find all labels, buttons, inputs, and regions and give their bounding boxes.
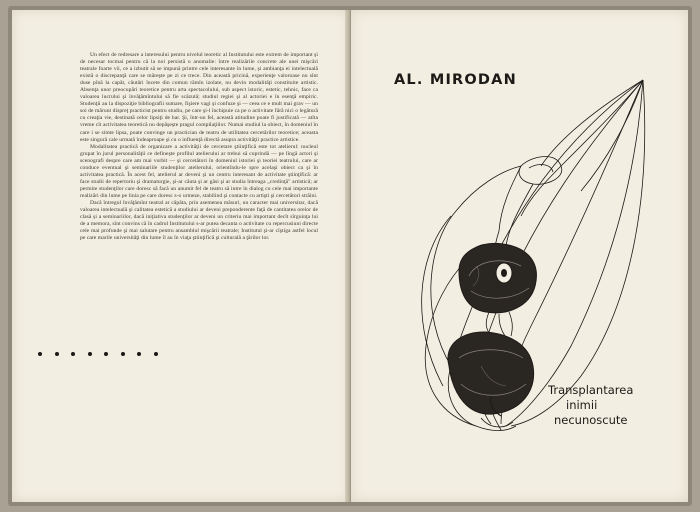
section-divider-dots xyxy=(38,352,158,356)
right-page xyxy=(351,10,688,502)
divider-dot xyxy=(121,352,125,356)
author-name: AL. MIRODAN xyxy=(394,72,517,88)
paragraph: Un efect de redresare a interesului pentru nivelul teoretic al Institutului este extrem de important şi de necesar tocmai pentru că la noi persistă o anomalie: între realizările concrete ale unei mişcări teatrale foarte vii, ce a izbutit să se impună printre cele interesante în lume, şi ambianţa ei intelectuală există o discrepanţă care se măreşte pe zi ce trece. Din această pricină, experienţe valoroase nu sînt duse pînă la capăt, căutări încete din comun rămîn izolate, nu devin modalităţi constituite artistic. Absenţa unor preocupări teoretice pentru arta spectacolului, sub aspect istoric, estetic, tehnic, face ca valoarea lucrului şi învăţămîntului să fie scăzută; studiul regiei şi al actoriei e în esenţă empiric. Studenţii au la dispoziţie bibliografii sumare, fişiere vagi şi confuze şi — ceea ce e mult mai grav — un soi de mărunt dispreţ practicist pentru studiu, pe care şi-l închipuie ca pe o activitate fără nici o legătură cu creaţia vie, destinată celor lipsiţi de har. Şi, într-un fel, această atitudine poate fi justificată — atîta vreme cît activitatea teoretică nu depăşeşte pragul compilaţiilor. Numai studiul la obiect, în domeniul în care i se simte lipsa, poate convinge un practician de teatru de utilitatea cercetărilor teoretice; aceasta este singură cale urmată îndeaproape şi cu o influenţă directă asupra activităţii practice artistice. xyxy=(80,52,318,143)
divider-dot xyxy=(137,352,141,356)
divider-dot xyxy=(55,352,59,356)
article-body xyxy=(80,52,318,242)
divider-dot xyxy=(71,352,75,356)
divider-dot xyxy=(38,352,42,356)
upper-heart-mass xyxy=(459,243,536,312)
title-line: Transplantarea xyxy=(548,383,634,397)
book-spread xyxy=(8,6,692,506)
divider-dot xyxy=(154,352,158,356)
title-line: necunoscute xyxy=(554,413,628,427)
title-line: inimii xyxy=(566,398,598,412)
story-title xyxy=(548,383,633,428)
left-page xyxy=(12,10,349,502)
paragraph: Modalitatea practică de organizare a activităţii de cercetare ştiinţifică este tot atelierul: nucleul grupat în jurul personalităţii ce defineşte profilul atelierului ar trebui să cuprindă — pe lîngă actori şi scenografi despre care am mai vorbit — şi cercetători în domeniul istoriei şi teoriei teatrului, care ar conduce eventual şi seminariile studenţilor atelierului, orientîndu-le spre acelaşi obiect ca şi în activitatea practică. În acest fel, atelierul ar deveni şi un centru interesant de activitate ştiinţifică: ar face studii de repertoriu şi dramaturgie, şi-ar căuta şi ar găsi şi ar studia întreaga „credinţă" artistică; ar permite studenţilor care doresc să facă un anumit fel de teatru să intre în dialog cu cele mai importante realizări din lume pe linia pe care doresc s-o urmeze, stabilind şi contacte cu artişti şi cercetători străini. xyxy=(80,143,318,199)
divider-dot xyxy=(104,352,108,356)
paragraph: Dacă întregul învăţămînt teatral ar căpăta, prin asemenea măsuri, un caracter mai universitar, dacă valoarea intelectuală şi calitatea estetică a studiului ar deveni preponderente faţă de cantitatea orelor de clasă şi a seminariilor, dacă iniţiativa studenţilor ar deveni un criteriu mai important decît sîrguinţa lui de a memora, sînt convins că în cadrul Institutului s-ar putea decanta o activitate cu repercusiuni directe cele mai profunde şi mai salutare pentru ansamblul mişcării teatrale; Institutul şi-ar cîştiga astfel locul pe care marile universităţi din lume îl au în viaţa ştiinţifică şi culturală a ţărilor lor. xyxy=(80,199,318,242)
abstract-heart-illustration xyxy=(381,66,651,436)
lower-heart-mass xyxy=(448,332,534,416)
divider-dot xyxy=(88,352,92,356)
